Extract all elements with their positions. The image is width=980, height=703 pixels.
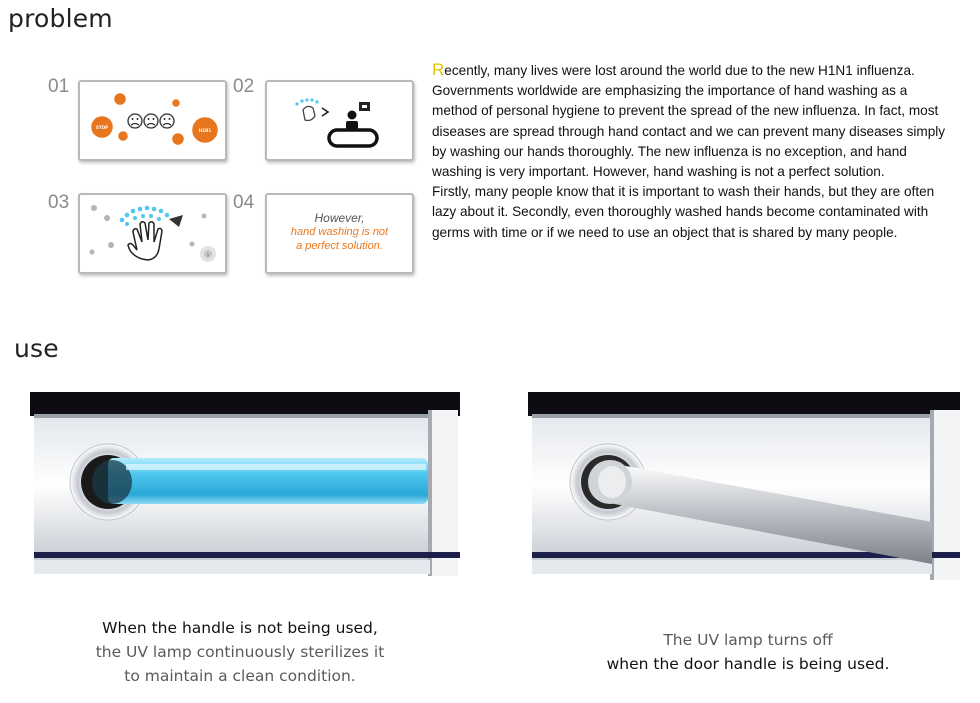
germ-label-h1n1: H1N1	[198, 128, 212, 133]
caption-left-line-2: the UV lamp continuously sterilizes it	[95, 643, 385, 661]
intro-paragraph-1: ecently, many lives were lost around the world due to the new H1N1 influenza. Governments worldwide are emphasizing the importance of hand washing as a method of personal hygiene to prevent the spread of the new influenza. In fact, most diseases are spread through hand contact and we can prevent many diseases simply by washing our hands thoroughly. The new influenza is no exception, and hand washing is very important. However, hand washing is not a perfect solution.	[432, 63, 946, 180]
caption-left-line-1: When the handle is not being used,	[102, 619, 378, 637]
caption-right-line-2: when the door handle is being used.	[606, 655, 890, 673]
panel-03	[78, 193, 227, 274]
panel-04-text	[267, 211, 412, 253]
hand-washing-sink-icon	[267, 82, 412, 159]
handle-uv-on-illustration	[30, 386, 462, 580]
germ-label-stop: STOP	[96, 125, 108, 130]
panel-04	[265, 193, 414, 274]
caption-right-line-1: The UV lamp turns off	[663, 631, 833, 649]
panel-04-line-3: a perfect solution.	[296, 240, 383, 252]
intro-first-letter: R	[432, 60, 445, 79]
panel-04-line-2: hand washing is not	[290, 226, 389, 238]
intro-text	[432, 60, 952, 243]
panel-02	[265, 80, 414, 161]
caption-uv-on	[40, 616, 440, 688]
sad-faces-germs-icon	[80, 82, 225, 159]
panel-number-03: 03	[48, 192, 70, 213]
use-title: use	[14, 334, 59, 363]
problem-title: problem	[8, 4, 113, 33]
panel-01	[78, 80, 227, 161]
panel-04-line-1: However,	[314, 211, 365, 225]
waving-hand-germs-icon	[80, 195, 225, 272]
panel-number-02: 02	[233, 76, 255, 97]
panel-number-04: 04	[233, 192, 255, 213]
caption-uv-off	[548, 628, 948, 676]
svg-text:›: ›	[206, 251, 210, 259]
caption-left-line-3: to maintain a clean condition.	[124, 667, 356, 685]
intro-paragraph-2: Firstly, many people know that it is important to wash their hands, but they are often lazy about it. Secondly, even thoroughly washed hands become contaminated with germs with time or if we need to use an object that is shared by many people.	[432, 184, 935, 240]
handle-uv-off-illustration	[528, 386, 964, 586]
panel-number-01: 01	[48, 76, 70, 97]
